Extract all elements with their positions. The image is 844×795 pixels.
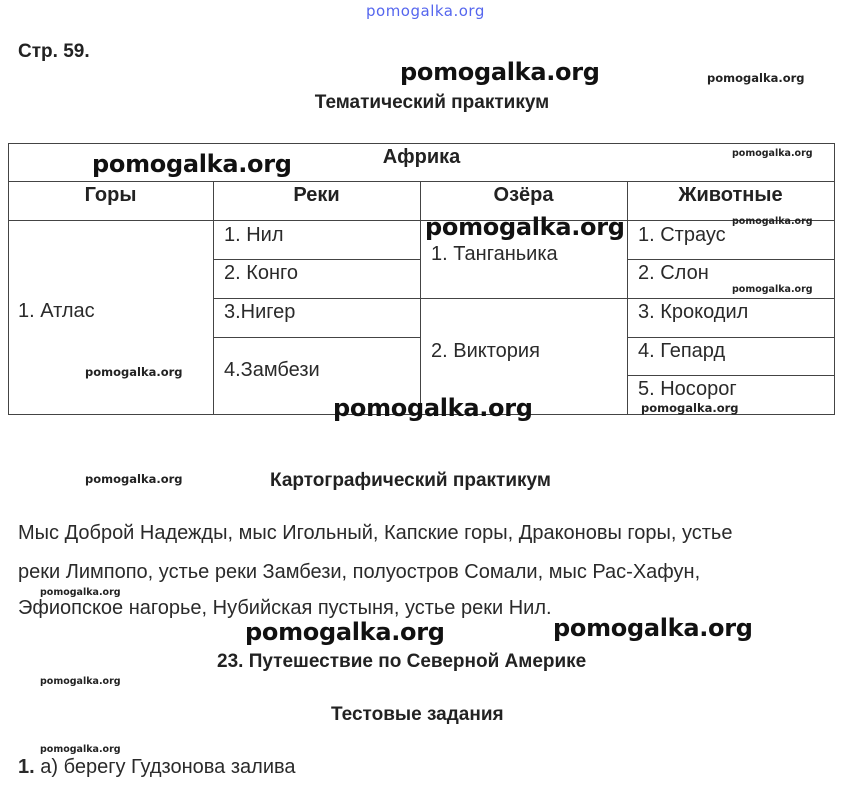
table-cell-lake: 1. Танганьика [431, 243, 558, 265]
table-cell-river: 3.Нигер [224, 301, 296, 323]
watermark: pomogalka.org [40, 676, 121, 687]
watermark: pomogalka.org [641, 401, 739, 415]
table-cell-river: 2. Конго [224, 262, 299, 284]
watermark: pomogalka.org [732, 148, 813, 159]
table-header-mountains: Горы [84, 184, 137, 206]
test-item [18, 756, 296, 779]
table-cell-river: 1. Нил [224, 224, 284, 246]
watermark: pomogalka.org [245, 618, 445, 646]
watermark: pomogalka.org [40, 587, 121, 598]
watermark: pomogalka.org [732, 216, 813, 227]
watermark: pomogalka.org [400, 58, 600, 86]
watermark: pomogalka.org [40, 744, 121, 755]
heading-chapter: 23. Путешествие по Северной Америке [217, 651, 587, 672]
table-cell-animal: 3. Крокодил [638, 301, 749, 323]
heading-tests: Тестовые задания [331, 704, 504, 725]
cartographic-line: Эфиопское нагорье, Нубийская пустыня, устье реки Нил. [18, 597, 552, 619]
watermark: pomogalka.org [85, 472, 183, 486]
cartographic-line: реки Лимпопо, устье реки Замбези, полуостров Сомали, мыс Рас-Хафун, [18, 561, 701, 583]
table-header-animals: Животные [678, 184, 783, 206]
table-header-rivers: Реки [293, 184, 340, 206]
watermark: pomogalka.org [333, 394, 533, 422]
table-cell-animal: 1. Страус [638, 224, 726, 246]
watermark: pomogalka.org [85, 365, 183, 379]
watermark: pomogalka.org [707, 71, 805, 85]
test-answer: а) берегу Гудзонова залива [40, 756, 296, 778]
heading-cartographic: Картографический практикум [270, 470, 551, 491]
table-cell-animal: 4. Гепард [638, 340, 726, 362]
watermark: pomogalka.org [553, 614, 753, 642]
watermark: pomogalka.org [425, 213, 625, 241]
page-reference: Стр. 59. [18, 41, 90, 62]
table-title: Африка [382, 146, 461, 168]
table-cell-animal: 5. Носорог [638, 378, 737, 400]
table-header-lakes: Озёра [493, 184, 554, 206]
test-number: 1. [18, 756, 35, 778]
table-cell-lake: 2. Виктория [431, 340, 540, 362]
watermark: pomogalka.org [732, 284, 813, 295]
watermark-top: pomogalka.org [366, 2, 485, 20]
table-cell-river: 4.Замбези [224, 359, 320, 381]
cartographic-line: Мыс Доброй Надежды, мыс Игольный, Капские горы, Драконовы горы, устье [18, 522, 733, 544]
table-cell-animal: 2. Слон [638, 262, 709, 284]
heading-thematic: Тематический практикум [314, 92, 550, 113]
watermark: pomogalka.org [92, 150, 292, 178]
table-cell-mountain: 1. Атлас [18, 300, 95, 322]
